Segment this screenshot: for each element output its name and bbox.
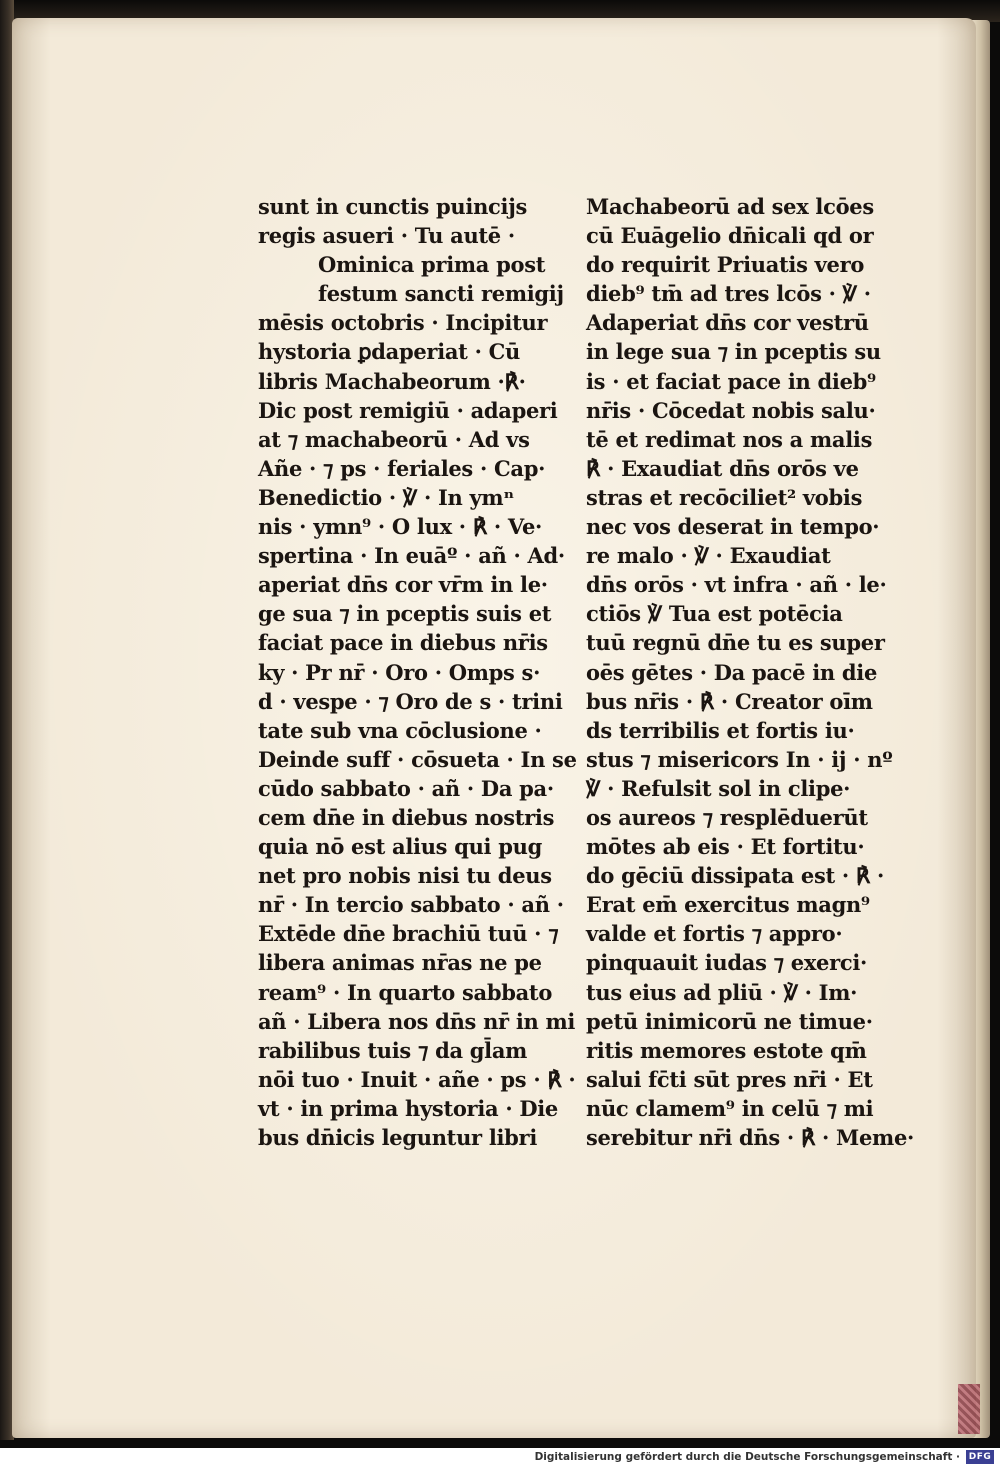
- text-line: libris Machabeorum ·℟·: [258, 368, 526, 394]
- text-line: Extēde dn̄e brachiū tuū · ⁊: [258, 921, 559, 947]
- text-line: ream⁹ · In quarto sabbato: [258, 979, 553, 1005]
- text-line: vt · in prima hystoria · Die: [258, 1095, 558, 1121]
- text-line: ℟ · Exaudiat dn̄s orōs ve: [586, 455, 859, 481]
- text-line: nōi tuo · Inuit · añe · ps · ℟ ·: [258, 1066, 576, 1092]
- text-line: do requirit Priuatis vero: [586, 252, 865, 278]
- text-line: salui fc̄ti sūt pres nr̄i · Et: [586, 1066, 873, 1092]
- text-column-left: [258, 192, 577, 1152]
- text-line: at ⁊ machabeorū · Ad vs: [258, 426, 530, 452]
- text-line: Dic post remigiū · adaperi: [258, 397, 558, 423]
- text-line: serebitur nr̄i dn̄s · ℟ · Meme·: [586, 1125, 915, 1150]
- text-line: oēs gētes · Da pacē in die: [586, 659, 878, 685]
- text-line: do gēciū dissipata est · ℟ ·: [586, 863, 884, 889]
- text-column-right: [586, 192, 915, 1152]
- text-line: mēsis octobris · Incipitur: [258, 310, 548, 336]
- text-line: quia nō est alius qui pug: [258, 834, 542, 860]
- text-line: nis · ymn⁹ · O lux · ℟ · Ve·: [258, 514, 543, 540]
- text-line: nr̄is · Cōcedat nobis salu·: [586, 397, 876, 423]
- text-line: nr̄ · In tercio sabbato · añ ·: [258, 892, 564, 918]
- text-line: mōtes ab eis · Et fortitu·: [586, 834, 865, 860]
- text-line: Adaperiat dn̄s cor vestrū: [586, 310, 869, 336]
- dfg-logo: DFG: [966, 1450, 994, 1464]
- text-line: tē et redimat nos a malis: [586, 426, 873, 452]
- text-line: os aureos ⁊ resplēduerūt: [586, 804, 868, 830]
- text-line: Añe · ⁊ ps · feriales · Cap·: [258, 455, 546, 481]
- text-line: ctiōs ℣ Tua est potēcia: [586, 601, 843, 627]
- text-line: net pro nobis nisi tu deus: [258, 863, 552, 889]
- text-line: is · et faciat pace in dieb⁹: [586, 368, 876, 394]
- text-line: pinquauit iudas ⁊ exerci·: [586, 950, 868, 976]
- text-line: rabilibus tuis ⁊ da gl̄am: [258, 1037, 528, 1063]
- text-line: stus ⁊ misericors In · ij · nº: [586, 746, 893, 772]
- text-line: Benedictio · ℣ · In ymⁿ: [258, 484, 514, 510]
- text-line: nec vos deserat in tempo·: [586, 514, 880, 540]
- text-line: petū inimicorū ne timue·: [586, 1008, 873, 1034]
- text-line: sunt in cunctis puincijs: [258, 194, 528, 219]
- text-line: ritis memores estote qm̄: [586, 1037, 867, 1063]
- text-line: Machabeorū ad sex lcōes: [586, 194, 874, 219]
- funding-credit: Digitalisierung gefördert durch die Deutsche Forschungsgemeinschaft ·: [534, 1451, 960, 1463]
- text-line: nūc clamem⁹ in celū ⁊ mi: [586, 1095, 874, 1121]
- text-line: cū Euāgelio dn̄icali qd or: [586, 223, 874, 249]
- text-line: dn̄s orōs · vt infra · añ · le·: [586, 572, 887, 598]
- text-line: libera animas nr̄as ne pe: [258, 950, 542, 976]
- text-line: cem dn̄e in diebus nostris: [258, 804, 555, 830]
- text-line: re malo · ℣ · Exaudiat: [586, 543, 831, 569]
- text-line: bus nr̄is · ℟ · Creator oīm: [586, 688, 873, 714]
- text-line: Deinde suff · cōsueta · In se: [258, 746, 577, 772]
- text-line: in lege sua ⁊ in pceptis su: [586, 339, 881, 365]
- text-line: valde et fortis ⁊ appro·: [586, 921, 843, 947]
- text-line: ky · Pr nr̄ · Oro · Omps s·: [258, 659, 541, 685]
- text-line: spertina · In euāº · añ · Ad·: [258, 543, 565, 569]
- text-line: cūdo sabbato · añ · Da pa·: [258, 775, 554, 801]
- text-line: tus eius ad pliū · ℣ · Im·: [586, 979, 858, 1005]
- text-line: regis asueri · Tu autē ·: [258, 223, 515, 249]
- text-line: d · vespe · ⁊ Oro de s · trini: [258, 688, 563, 714]
- text-line: Erat em̄ exercitus magn⁹: [586, 892, 870, 918]
- text-line: aperiat dn̄s cor vr̄m in le·: [258, 572, 548, 598]
- text-line: hystoria ꝑdaperiat · Cū: [258, 339, 520, 365]
- text-line: ℣ · Refulsit sol in clipe·: [586, 775, 851, 801]
- text-line: añ · Libera nos dn̄s nr̄ in mi: [258, 1008, 576, 1034]
- text-line: bus dn̄icis leguntur libri: [258, 1125, 537, 1150]
- bookmark-ribbon: [958, 1384, 980, 1434]
- text-line: ds terribilis et fortis iu·: [586, 717, 855, 743]
- text-line: stras et recōciliet² vobis: [586, 484, 863, 510]
- text-line: Ominica prima post: [318, 252, 546, 278]
- text-line: faciat pace in diebus nr̄is: [258, 630, 548, 656]
- text-line: dieb⁹ tm̄ ad tres lcōs · ℣ ·: [586, 281, 871, 307]
- text-line: ge sua ⁊ in pceptis suis et: [258, 601, 552, 627]
- text-line: tate sub vna cōclusione ·: [258, 717, 542, 743]
- text-line: tuū regnū dn̄e tu es super: [586, 630, 885, 656]
- text-line: festum sancti remigij: [318, 281, 564, 307]
